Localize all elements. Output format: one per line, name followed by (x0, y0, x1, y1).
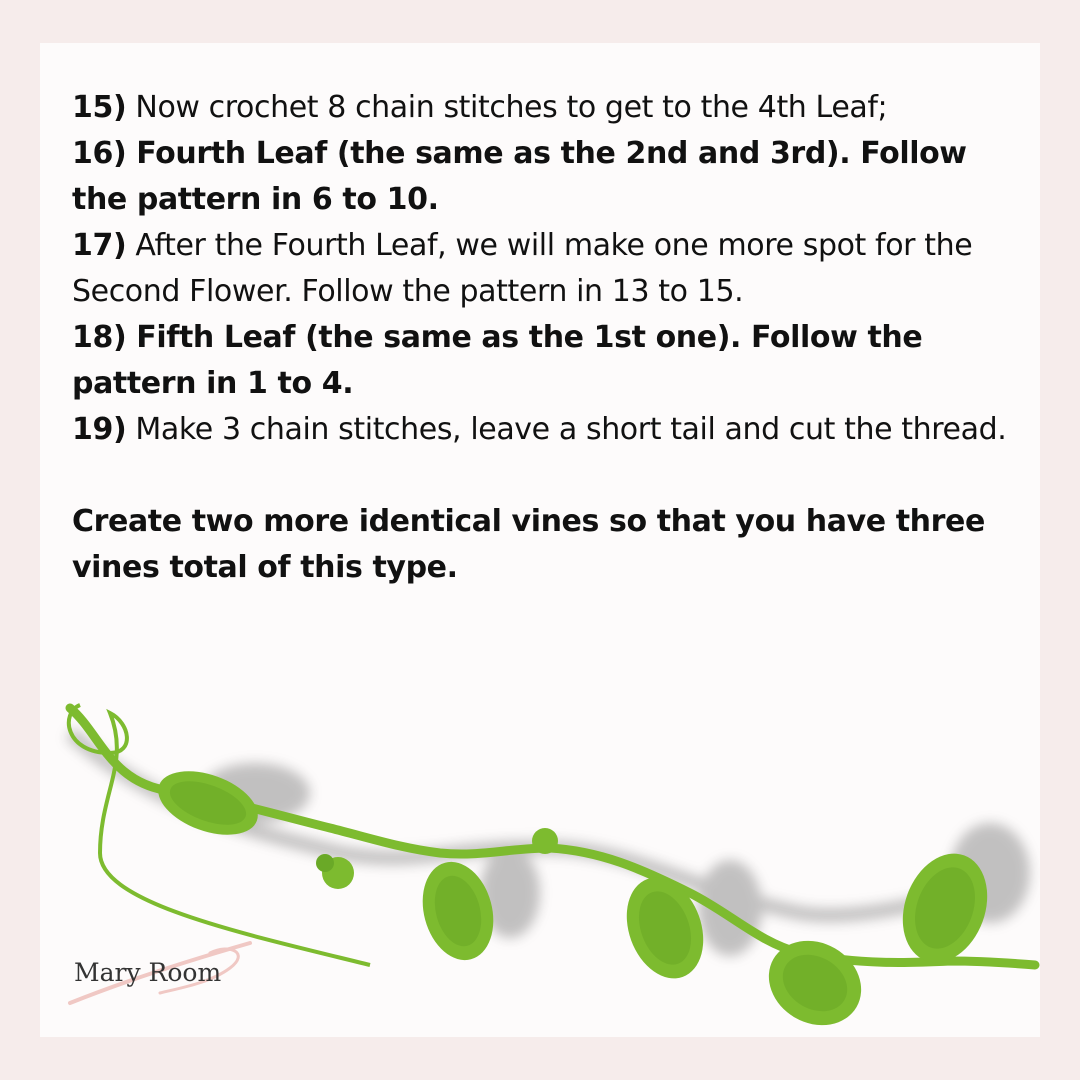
step-19 (72, 407, 1012, 453)
closing-note: Create two more identical vines so that you have three vines total of this type. (72, 504, 985, 585)
step-16 (72, 131, 1012, 223)
step-number: 16) (72, 136, 127, 171)
step-text: Fourth Leaf (the same as the 2nd and 3rd). Follow the pattern in 6 to 10. (72, 136, 967, 217)
step-number: 19) (72, 412, 127, 447)
instruction-card (40, 43, 1040, 1037)
spacer (72, 453, 1012, 499)
step-15 (72, 85, 1012, 131)
step-text: After the Fourth Leaf, we will make one more spot for the Second Flower. Follow the pattern in 13 to 15. (72, 228, 973, 309)
step-17 (72, 223, 1012, 315)
thread-tail (69, 705, 370, 965)
step-text: Make 3 chain stitches, leave a short tail and cut the thread. (126, 412, 1007, 447)
step-number: 17) (72, 228, 127, 263)
brand-logo: Mary Room (74, 958, 222, 987)
instructions-block (72, 85, 1012, 591)
step-text: Now crochet 8 chain stitches to get to the 4th Leaf; (126, 90, 888, 125)
step-number: 18) (72, 320, 127, 355)
step-number: 15) (72, 90, 127, 125)
step-text: Fifth Leaf (the same as the 1st one). Follow the pattern in 1 to 4. (72, 320, 923, 401)
step-18 (72, 315, 1012, 407)
flower-spot-2 (532, 828, 558, 854)
